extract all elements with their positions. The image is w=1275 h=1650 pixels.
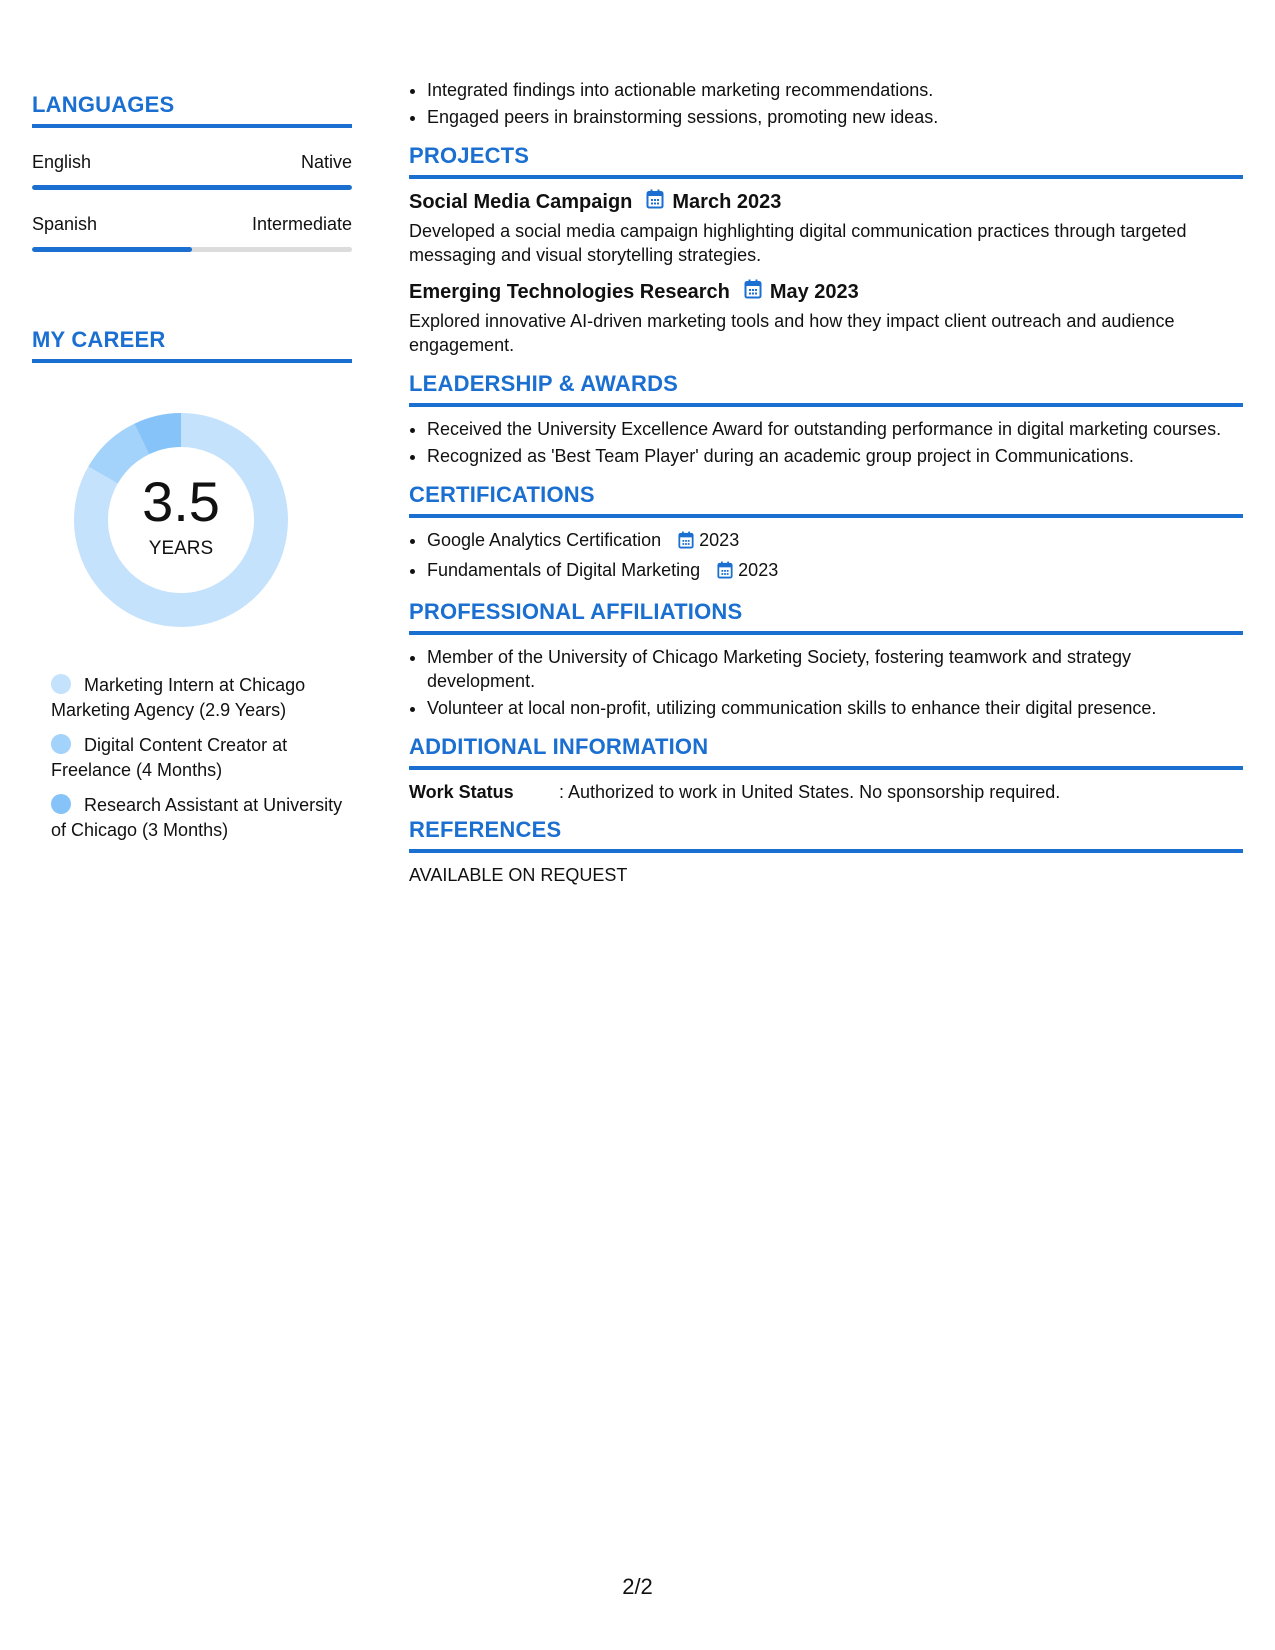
legend-dot (51, 734, 71, 754)
project-date: May 2023 (769, 280, 859, 303)
legend-dot (51, 794, 71, 814)
certification-item (427, 528, 1243, 555)
calendar-icon (646, 189, 664, 215)
career-title: MY CAREER (32, 327, 352, 363)
language-proficiency-bar (32, 185, 352, 190)
bullet-item: • Member of the University of Chicago Marketing Society, fostering teamwork and strategy development. (427, 645, 1243, 693)
certifications-title: CERTIFICATIONS (409, 482, 1243, 518)
affiliations-list (409, 645, 1243, 720)
leadership-section (409, 371, 1243, 468)
career-section (32, 327, 352, 843)
language-proficiency-fill (32, 185, 352, 190)
language-item (32, 152, 352, 190)
project-description: Developed a social media campaign highlighting digital communication practices through targeted messaging and visual storytelling strategies. (409, 221, 1187, 265)
career-legend (51, 673, 352, 843)
legend-label: Digital Content Creator at Freelance (4 Months) (51, 735, 288, 780)
legend-label: Marketing Intern at Chicago Marketing Agency (2.9 Years) (51, 675, 306, 720)
experience-bullets (409, 78, 1243, 129)
certifications-list (409, 528, 1243, 585)
calendar-icon (717, 561, 733, 585)
certification-name: Google Analytics Certification (427, 530, 662, 550)
calendar-icon (744, 279, 762, 305)
right-column (409, 78, 1243, 886)
career-unit: YEARS (148, 538, 214, 559)
work-status-value: : Authorized to work in United States. No sponsorship required. (559, 782, 1061, 802)
references-title: REFERENCES (409, 817, 1243, 853)
legend-item (51, 793, 352, 843)
project-item (409, 189, 1243, 267)
language-proficiency-bar (32, 247, 352, 252)
languages-title: LANGUAGES (32, 92, 352, 128)
references-text: AVAILABLE ON REQUEST (409, 865, 628, 885)
left-column (32, 92, 352, 853)
certification-item (427, 558, 1243, 585)
bullet-item: • Received the University Excellence Award for outstanding performance in digital marketing courses. (427, 417, 1243, 441)
additional-section (409, 734, 1243, 803)
work-status-label: Work Status (409, 782, 514, 802)
project-name: Emerging Technologies Research (409, 280, 730, 303)
language-item (32, 214, 352, 252)
affiliations-title: PROFESSIONAL AFFILIATIONS (409, 599, 1243, 635)
certification-year: 2023 (738, 560, 779, 580)
page-number: 2/2 (622, 1574, 653, 1599)
legend-dot (51, 674, 71, 694)
leadership-list (409, 417, 1243, 468)
language-proficiency-fill (32, 247, 192, 252)
calendar-icon (678, 531, 694, 555)
language-name: Spanish (32, 214, 98, 234)
certification-name: Fundamentals of Digital Marketing (427, 560, 701, 580)
projects-title: PROJECTS (409, 143, 1243, 179)
legend-item (51, 673, 352, 723)
references-section (409, 817, 1243, 886)
affiliations-section (409, 599, 1243, 720)
language-name: English (32, 152, 92, 172)
project-date: March 2023 (672, 190, 782, 213)
additional-title: ADDITIONAL INFORMATION (409, 734, 1243, 770)
work-status-row (409, 782, 1243, 803)
language-level: Intermediate (251, 214, 352, 234)
legend-label: Research Assistant at University of Chicago (3 Months) (51, 795, 343, 840)
project-name: Social Media Campaign (409, 190, 633, 213)
certification-year: 2023 (699, 530, 740, 550)
bullet-item: • Recognized as 'Best Team Player' during an academic group project in Communications. (427, 444, 1243, 468)
language-level: Native (300, 152, 352, 172)
bullet-item: • Integrated findings into actionable marketing recommendations. (427, 78, 1243, 102)
leadership-title: LEADERSHIP & AWARDS (409, 371, 1243, 407)
projects-section (409, 143, 1243, 357)
certifications-section (409, 482, 1243, 585)
project-description: Explored innovative AI-driven marketing tools and how they impact client outreach and audience engagement. (409, 311, 1175, 355)
legend-item (51, 733, 352, 783)
bullet-item: • Engaged peers in brainstorming sessions, promoting new ideas. (427, 105, 1243, 129)
project-item (409, 279, 1243, 357)
career-total: 3.5 (142, 470, 220, 533)
career-donut-chart (66, 405, 296, 635)
bullet-item: • Volunteer at local non-profit, utilizing communication skills to enhance their digital presence. (427, 696, 1243, 720)
